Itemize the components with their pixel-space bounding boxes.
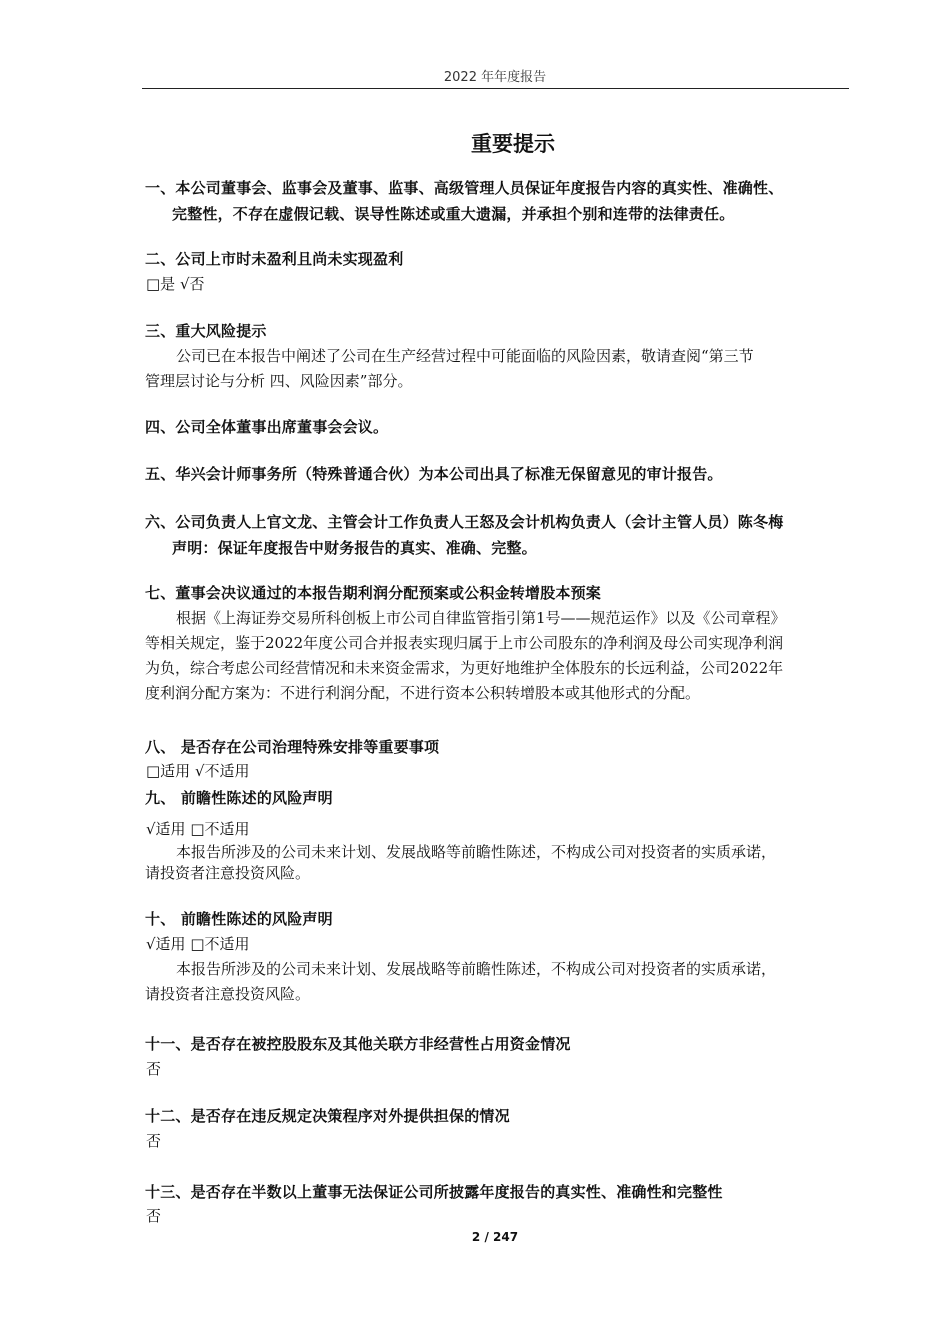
page-number: 2 / 247 [471, 1230, 519, 1244]
section-10-line-2: 请投资者注意投资风险。 [145, 985, 311, 1003]
section-9-heading: 九、 前瞻性陈述的风险声明 [145, 789, 333, 807]
section-4-heading: 四、公司全体董事出席董事会会议。 [145, 418, 389, 436]
section-6-line-2: 声明：保证年度报告中财务报告的真实、准确、完整。 [172, 539, 537, 557]
section-7-heading: 七、董事会决议通过的本报告期利润分配预案或公积金转增股本预案 [145, 584, 602, 602]
running-header: 2022 年年度报告 [443, 70, 547, 85]
section-12-heading: 十二、是否存在违反规定决策程序对外提供担保的情况 [145, 1107, 510, 1125]
section-1-line-2: 完整性，不存在虚假记载、误导性陈述或重大遗漏，并承担个别和连带的法律责任。 [172, 205, 735, 223]
section-11-heading: 十一、是否存在被控股股东及其他关联方非经营性占用资金情况 [145, 1035, 571, 1053]
section-6-line-1: 六、公司负责人上官文龙、主管会计工作负责人王怒及会计机构负责人（会计主管人员）陈冬梅 [145, 513, 784, 531]
section-13-answer: 否 [146, 1207, 162, 1225]
section-7-line-4: 度利润分配方案为：不进行利润分配，不进行资本公积转增股本或其他形式的分配。 [145, 684, 701, 702]
section-3-line-2: 管理层讨论与分析 四、风险因素”部分。 [145, 372, 413, 390]
section-11-answer: 否 [146, 1060, 162, 1078]
section-10-heading: 十、 前瞻性陈述的风险声明 [145, 910, 333, 928]
section-3-heading: 三、重大风险提示 [145, 322, 267, 340]
section-8-heading: 八、 是否存在公司治理特殊安排等重要事项 [145, 738, 440, 756]
section-7-line-2: 等相关规定，鉴于2022年度公司合并报表实现归属于上市公司股东的净利润及母公司实现净利润 [145, 634, 784, 652]
section-9-line-2: 请投资者注意投资风险。 [145, 864, 311, 882]
section-3-line-1: 公司已在本报告中阐述了公司在生产经营过程中可能面临的风险因素，敬请查阅“第三节 [176, 347, 754, 365]
section-12-answer: 否 [146, 1132, 162, 1150]
section-1-line-1: 一、本公司董事会、监事会及董事、监事、高级管理人员保证年度报告内容的真实性、准确性、 [145, 179, 784, 197]
section-10-line-1: 本报告所涉及的公司未来计划、发展战略等前瞻性陈述，不构成公司对投资者的实质承诺， [176, 960, 777, 978]
section-7-line-3: 为负，综合考虑公司经营情况和未来资金需求，为更好地维护全体股东的长远利益，公司2022年 [145, 659, 784, 677]
section-7-line-1: 根据《上海证券交易所科创板上市公司自律监管指引第1号——规范运作》以及《公司章程》 [176, 609, 786, 627]
section-2-option: □是 √否 [146, 275, 205, 293]
section-9-option: √适用 □不适用 [146, 820, 250, 838]
section-8-option: □适用 √不适用 [146, 762, 250, 780]
section-9-line-1: 本报告所涉及的公司未来计划、发展战略等前瞻性陈述，不构成公司对投资者的实质承诺， [176, 843, 777, 861]
section-10-option: √适用 □不适用 [146, 935, 250, 953]
header-divider [142, 88, 849, 89]
section-13-heading: 十三、是否存在半数以上董事无法保证公司所披露年度报告的真实性、准确性和完整性 [145, 1183, 723, 1201]
page-title: 重要提示 [471, 132, 555, 156]
section-5-heading: 五、华兴会计师事务所（特殊普通合伙）为本公司出具了标准无保留意见的审计报告。 [145, 465, 723, 483]
section-2-heading: 二、公司上市时未盈利且尚未实现盈利 [145, 250, 404, 268]
